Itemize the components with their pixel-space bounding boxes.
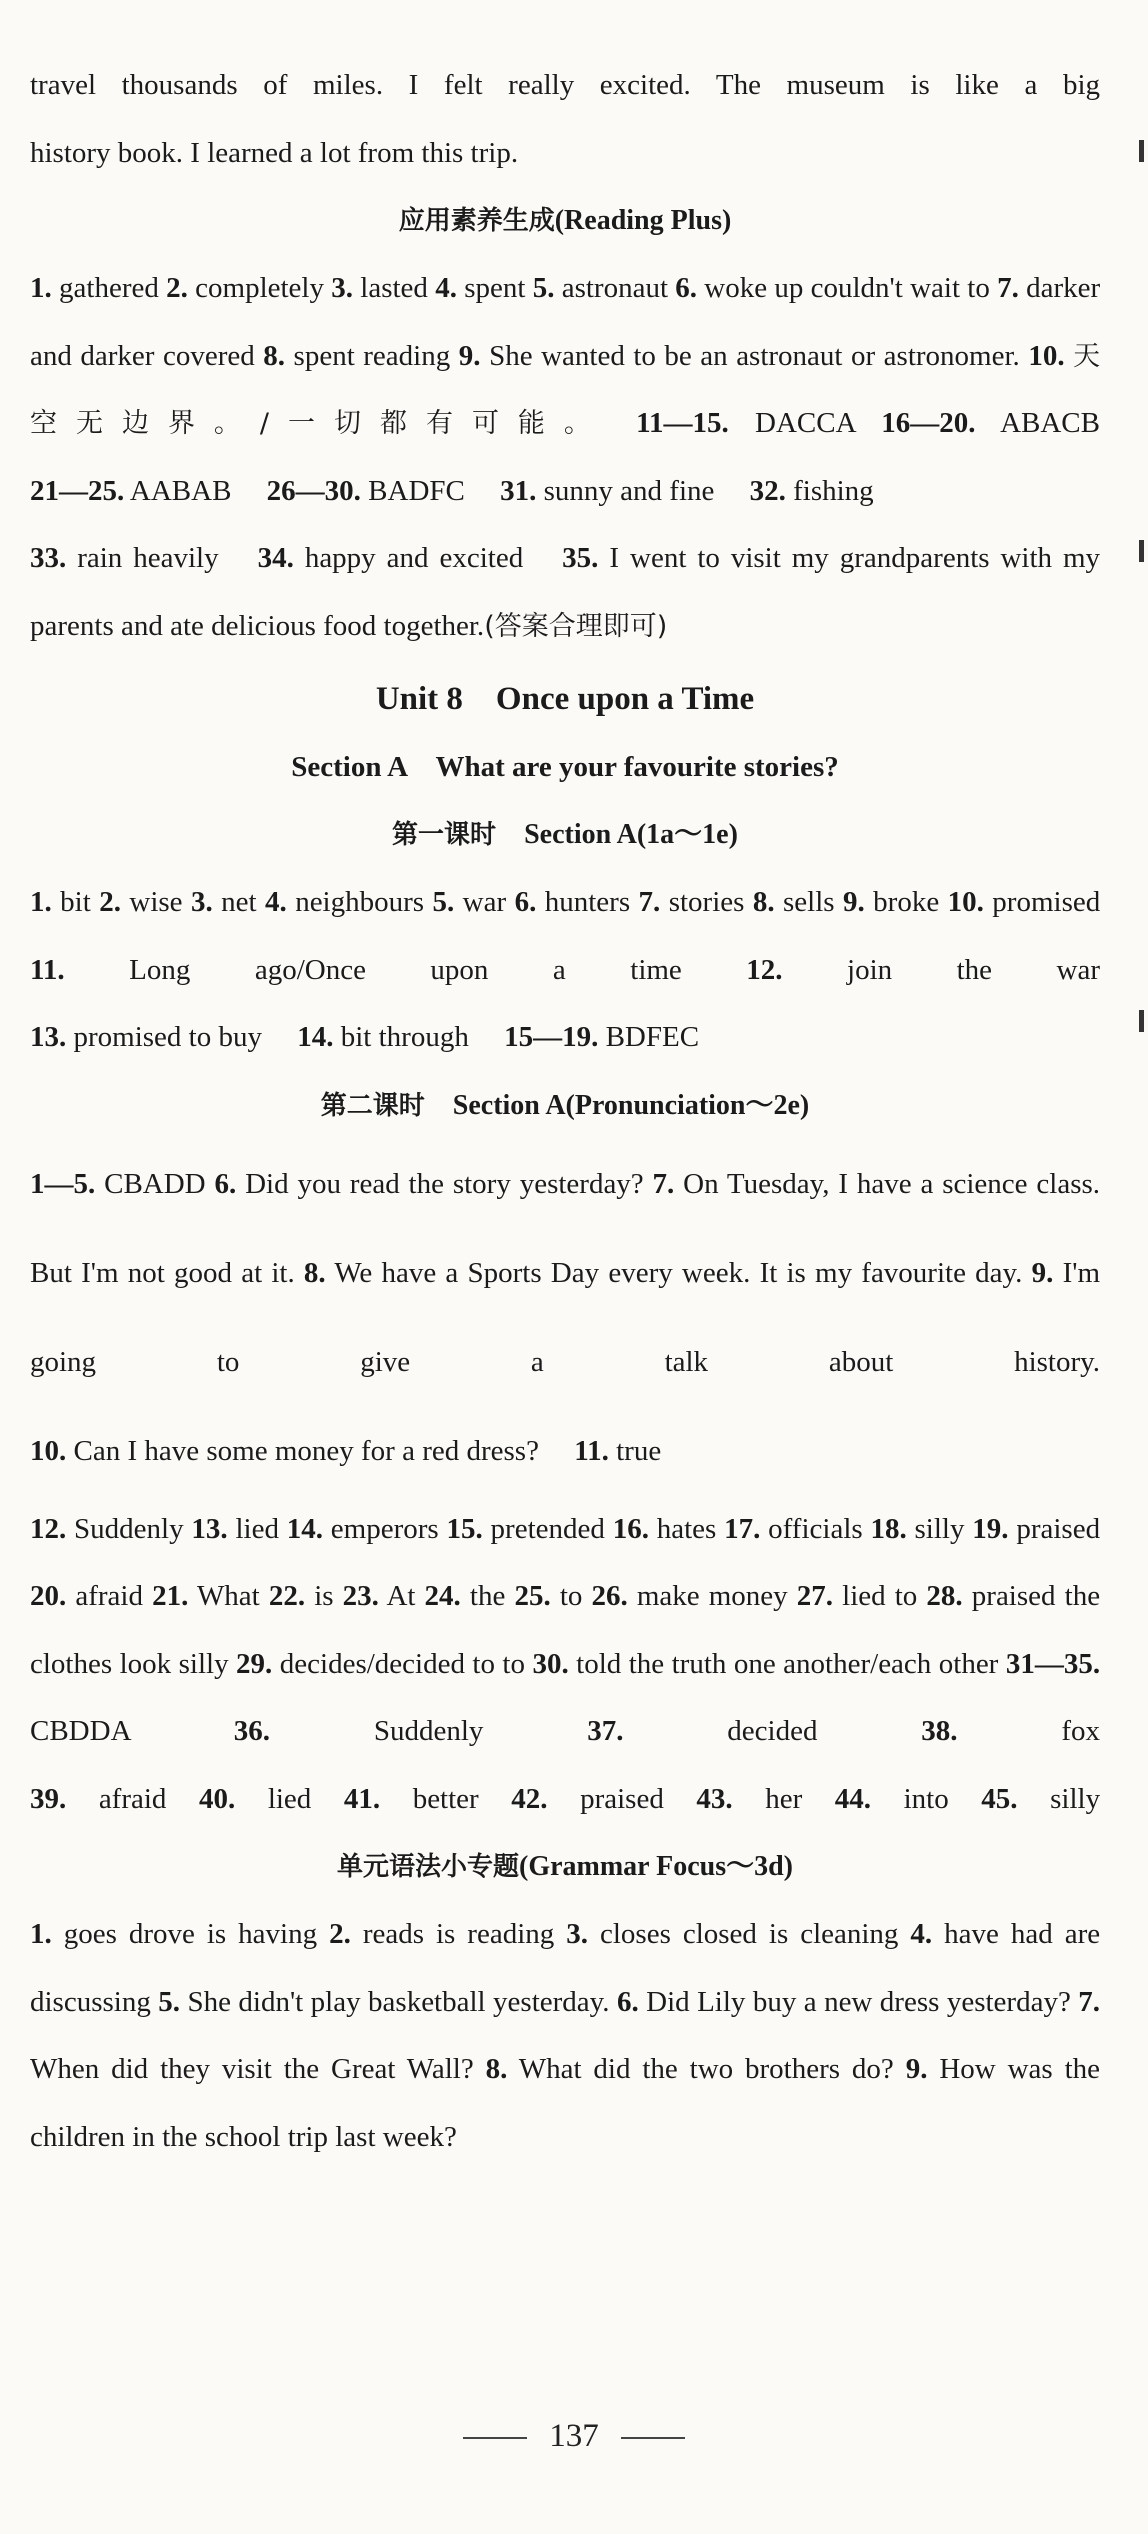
intro-line-1: travel thousands of miles. I felt really excited. The museum is like a big <box>30 69 1100 101</box>
unit-title: Unit 8 Once upon a Time <box>375 681 755 717</box>
page-number-dash-right <box>621 2437 685 2439</box>
lesson-2-row-2: 10. Can I have some money for a red dress? 11. true <box>30 1434 662 1467</box>
lesson-2-title: 第二课时 Section A(Pronunciation～2e) <box>320 1089 810 1121</box>
lesson-2-row-4: 39. afraid 40. lied 41. better 42. praised 43. her 44. into 45. silly <box>30 1782 1101 1815</box>
grammar-title: 单元语法小专题(Grammar Focus～3d) <box>336 1851 793 1882</box>
binding-edge-mark <box>1139 540 1144 562</box>
intro-line-2: history book. I learned a lot from this trip. <box>30 136 519 169</box>
reading-plus-row-2: 21—25. AABAB 26—30. BADFC 31. sunny and fine 32. fishing <box>30 474 874 507</box>
lesson-2-row-3: 12. Suddenly 13. lied 14. emperors 15. pretended 16. hates 17. officials 18. silly 19. praised 20. afraid 21. What 22. is 23. At 24. the 25. to 26. make money 27. lied to 28. praised the clothes look silly 29. decides/decided to to 30. told the truth one another/each other 31—35. CBDDA 36. Suddenly 37. decided 38. fox <box>30 1512 1101 1747</box>
reading-plus-answers <box>30 255 1100 660</box>
section-title: Section A What are your favourite stories? <box>291 751 839 783</box>
reading-plus-title: 应用素养生成(Reading Plus) <box>398 205 732 236</box>
lesson-1-row-2: 13. promised to buy 14. bit through 15—19. BDFEC <box>30 1021 700 1053</box>
grammar-row-1: 1. goes drove is having 2. reads is reading 3. closes closed is cleaning 4. have had are discussing 5. She didn't play basketball yesterday. 6. Did Lily buy a new dress yesterday? 7. When did they visit the Great Wall? 8. What did the two brothers do? 9. How was the children in the school trip last week? <box>30 1918 1101 2153</box>
lesson-1-row-1: 1. bit 2. wise 3. net 4. neighbours 5. war 6. hunters 7. stories 8. sells 9. broke 10. promised 11. Long ago/Once upon a time 12. join the war <box>30 886 1101 986</box>
reading-plus-row-3: 33. rain heavily 34. happy and excited 35. I went to visit my grandparents with my parents and ate delicious food together.(答案合理即可) <box>30 542 1101 642</box>
lesson-2-answers <box>30 1140 1100 1834</box>
lesson-1-title: 第一课时 Section A(1a～1e) <box>392 819 738 850</box>
page-number: 137 <box>0 2418 1148 2455</box>
binding-edge-mark <box>1139 140 1144 162</box>
binding-edge-mark <box>1139 1010 1144 1032</box>
reading-plus-row-1: 1. gathered 2. completely 3. lasted 4. spent 5. astronaut 6. woke up couldn't wait to 7. darker and darker covered 8. spent reading 9. She wanted to be an astronaut or astronomer. 10. 天空无边界。/一切都有可能。 11—15. DACCA 16—20. ABACB <box>30 272 1101 439</box>
page-number-dash-left <box>463 2437 527 2439</box>
answer-page <box>30 52 1100 2171</box>
lesson-1-answers <box>30 869 1100 1072</box>
lesson-2-row-1: 1—5. CBADD 6. Did you read the story yesterday? 7. On Tuesday, I have a science class. But I'm not good at it. 8. We have a Sports Day every week. It is my favourite day. 9. I'm going to give a talk about history. <box>30 1167 1101 1378</box>
grammar-answers <box>30 1901 1100 2171</box>
